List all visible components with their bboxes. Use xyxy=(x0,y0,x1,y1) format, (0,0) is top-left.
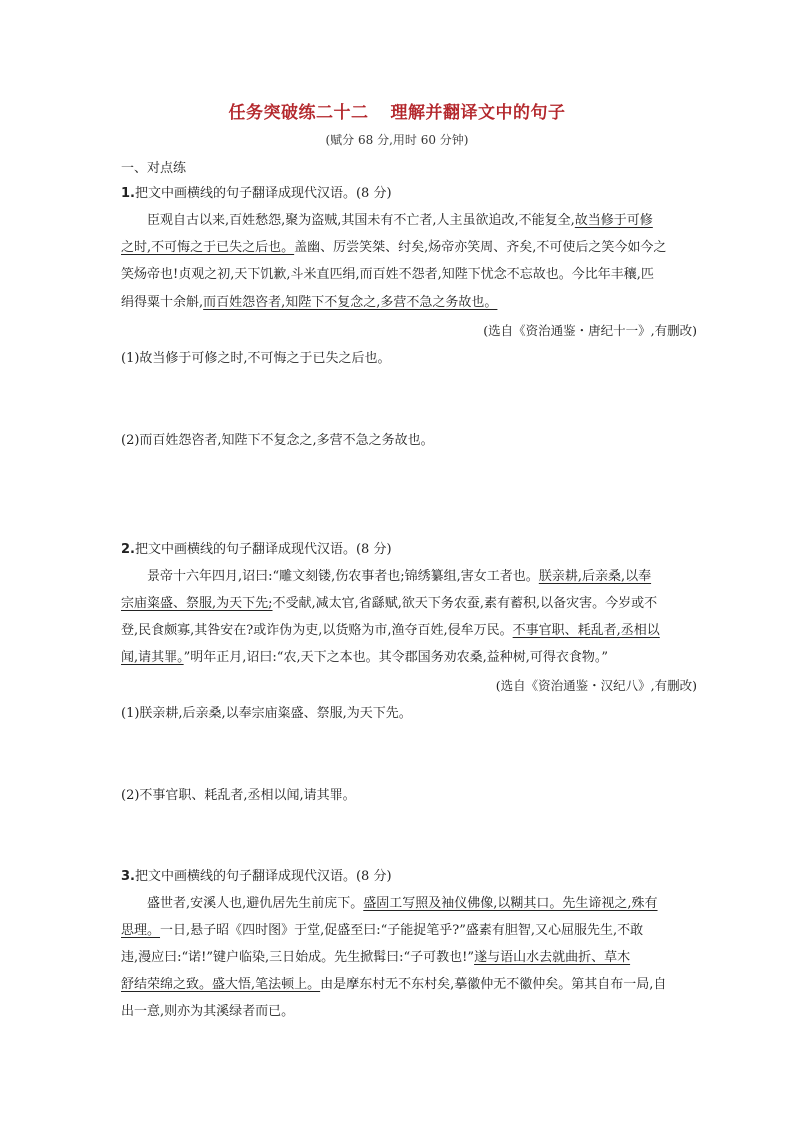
question-2-number: 2. xyxy=(121,542,135,557)
q2-passage-line-1 xyxy=(147,568,651,586)
q3-passage-line-5: 出一意,则亦为其溪绿者而已。 xyxy=(121,1004,295,1019)
q2-underlined-text: 朕亲耕,后亲桑,以奉 xyxy=(538,569,652,584)
q3-underlined-text: 舒结荣绵之致。盛大悟,笔法顿上。 xyxy=(121,977,321,992)
q3-passage-line-1 xyxy=(147,895,658,913)
q2-passage-line-2 xyxy=(121,595,657,613)
q3-passage-line-4 xyxy=(121,976,666,994)
page-title xyxy=(0,98,794,123)
q1-source: (选自《资治通鉴・唐纪十一》,有删改) xyxy=(483,323,697,338)
question-1-instruction: 把文中画横线的句子翻译成现代汉语。(8 分) xyxy=(134,186,392,201)
question-2-instruction: 把文中画横线的句子翻译成现代汉语。(8 分) xyxy=(134,542,392,557)
q1-text: 臣观自古以来,百姓愁怨,聚为盗贼,其国未有不亡者,人主虽欲追改,不能复全, xyxy=(147,213,575,228)
q1-underlined-text: 而百姓怨咨者,知陛下不复念之,多营不急之务故也。 xyxy=(203,295,498,310)
q3-text: 一日,悬子昭《四时图》于堂,促盛至曰:“子能捉笔乎?”盛素有胆智,又心屈服先生,不敢 xyxy=(160,923,644,938)
q2-underlined-text: 不事官职、耗乱者,丞相以 xyxy=(512,623,660,638)
q3-text: 盛世者,安溪人也,避仇居先生前庑下。 xyxy=(147,896,364,911)
q1-underlined-text: 故当修于可修 xyxy=(574,213,653,228)
q1-passage-line-2 xyxy=(121,239,666,257)
q1-passage-line-4 xyxy=(121,294,497,312)
q2-source: (选自《资治通鉴・汉纪八》,有删改) xyxy=(495,678,697,693)
q1-passage-line-1 xyxy=(147,212,653,230)
q1-subquestion-2: (2)而百姓怨咨者,知陛下不复念之,多营不急之务故也。 xyxy=(121,433,434,448)
q1-subquestion-1: (1)故当修于可修之时,不可悔之于已失之后也。 xyxy=(121,351,391,366)
q3-text: 由是摩东村无不东村矣,摹徽仲无不徽仲矣。第其自布一局,自 xyxy=(320,977,667,992)
question-3-instruction: 把文中画横线的句子翻译成现代汉语。(8 分) xyxy=(134,869,392,884)
q2-underlined-text: 宗庙粢盛、祭服,为天下先; xyxy=(121,596,273,611)
q3-text: 违,漫应曰:“诺!”键户临染,三日始成。先生掀髯曰:“子可教也!” xyxy=(121,950,475,965)
q1-text: 绢得粟十余斛, xyxy=(121,295,204,310)
q2-text: 登,民食颇寡,其咎安在?或诈伪为吏,以货赂为市,渔夺百姓,侵牟万民。 xyxy=(121,623,513,638)
q1-passage-line-3: 笑炀帝也!贞观之初,天下饥歉,斗米直匹绢,而百姓不怨者,知陛下忧念不忘故也。今比年丰穰,匹 xyxy=(121,267,654,282)
page-subtitle: (赋分 68 分,用时 60 分钟) xyxy=(325,133,469,147)
q2-subquestion-2: (2)不事官职、耗乱者,丞相以闻,请其罪。 xyxy=(121,788,356,803)
question-3-number: 3. xyxy=(121,869,135,884)
title-part-2: 理解并翻译文中的句子 xyxy=(390,103,566,123)
question-3-heading xyxy=(121,868,392,886)
q1-text: 盖幽、厉尝笑桀、纣矣,炀帝亦笑周、齐矣,不可使后之笑今如今之 xyxy=(294,240,667,255)
q3-underlined-text: 遂与语山水去就曲折、草木 xyxy=(474,950,631,965)
q2-subquestion-1: (1)朕亲耕,后亲桑,以奉宗庙粢盛、祭服,为天下先。 xyxy=(121,706,412,721)
q2-underlined-text: 闻,请其罪。 xyxy=(121,650,184,665)
q3-underlined-text: 思理。 xyxy=(121,923,161,938)
q2-text: 景帝十六年四月,诏曰:“雕文刻镂,伤农事者也;锦绣纂组,害女工者也。 xyxy=(147,569,539,584)
title-part-1: 任务突破练二十二 xyxy=(228,103,369,123)
question-1-heading xyxy=(121,185,392,203)
q2-text: 不受献,减太官,省繇赋,欲天下务农蚕,素有蓄积,以备灾害。今岁或不 xyxy=(272,596,658,611)
question-2-heading xyxy=(121,541,392,559)
q2-passage-line-3 xyxy=(121,622,660,640)
question-1-number: 1. xyxy=(121,186,135,201)
q2-text: ”明年正月,诏曰:“农,天下之本也。其令郡国务劝农桑,益种树,可得衣食物。” xyxy=(183,650,608,665)
q2-passage-line-4 xyxy=(121,649,608,667)
q3-passage-line-3 xyxy=(121,949,630,967)
q1-underlined-text: 之时,不可悔之于已失之后也。 xyxy=(121,240,295,255)
q3-underlined-text: 盛固工写照及袖仪佛像,以糊其口。先生谛视之,殊有 xyxy=(363,896,658,911)
section-heading: 一、对点练 xyxy=(121,161,187,176)
q3-passage-line-2 xyxy=(121,922,643,940)
